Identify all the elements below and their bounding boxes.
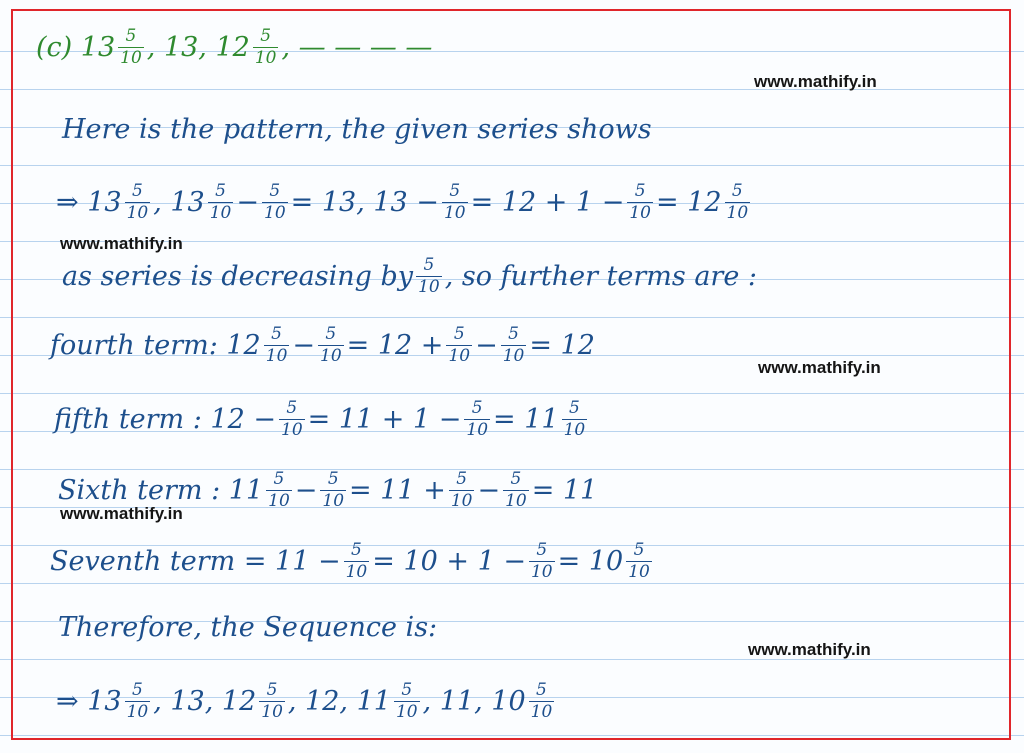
fraction (503, 468, 529, 511)
fraction-denominator: 10 (209, 202, 232, 223)
fraction-denominator: 10 (320, 345, 342, 366)
fraction (464, 397, 490, 440)
fraction-denominator: 10 (563, 419, 586, 440)
fraction-numerator: 5 (351, 539, 362, 560)
fraction (394, 679, 420, 722)
fraction (318, 323, 344, 366)
fraction-denominator: 10 (345, 561, 368, 582)
text-segment: = 11 + (349, 474, 446, 506)
fraction (320, 468, 346, 511)
fraction (253, 25, 279, 68)
text-segment: = 12 + 1 − (470, 186, 625, 218)
text-segment: Therefore, the Sequence is: (58, 611, 438, 643)
fraction-numerator: 5 (449, 180, 461, 201)
line-problem (36, 22, 432, 72)
fraction-numerator: 5 (633, 539, 645, 560)
text-segment: , 13, 12 (146, 31, 250, 63)
fraction-numerator: 5 (325, 323, 337, 344)
fraction-denominator: 10 (505, 490, 527, 511)
fraction-denominator: 10 (265, 345, 288, 366)
fraction-numerator: 5 (731, 180, 743, 201)
fraction (627, 180, 653, 223)
fraction-denominator: 10 (628, 561, 650, 582)
fraction-denominator: 10 (418, 276, 440, 297)
text-segment: = 12 + (346, 329, 444, 361)
fraction (501, 323, 527, 366)
fraction-numerator: 5 (271, 323, 282, 344)
fraction (279, 397, 305, 440)
fraction-denominator: 10 (126, 701, 149, 722)
line-fourth (50, 320, 595, 370)
line-seventh (50, 536, 655, 586)
text-segment: = 11 + 1 − (307, 403, 462, 435)
watermark: www.mathify.in (60, 234, 183, 253)
fraction-numerator: 5 (401, 679, 413, 700)
text-segment: , 13, 12 (153, 685, 257, 717)
line-decreasing (62, 251, 757, 301)
fraction-numerator: 5 (269, 180, 281, 201)
fraction (264, 323, 290, 366)
fraction-numerator: 5 (131, 679, 143, 700)
line-fifth (54, 394, 590, 444)
text-segment: , 12, 11 (287, 685, 391, 717)
text-segment: = 11 (493, 403, 559, 435)
fraction (529, 679, 555, 722)
fraction (442, 180, 468, 223)
fraction-denominator: 10 (395, 701, 418, 722)
fraction-denominator: 10 (530, 701, 553, 722)
text-segment: ⇒ 13 (56, 685, 122, 717)
text-segment: Sixth term : 11 (58, 474, 264, 506)
fraction (446, 323, 472, 366)
fraction-denominator: 10 (254, 47, 277, 68)
text-segment: as series is decreasing by (62, 260, 414, 292)
fraction-denominator: 10 (502, 345, 525, 366)
fraction (416, 254, 442, 297)
fraction-numerator: 5 (125, 25, 137, 46)
fraction-denominator: 10 (281, 419, 303, 440)
line-pattern (56, 177, 753, 227)
fraction-numerator: 5 (273, 468, 285, 489)
fraction-denominator: 10 (261, 701, 283, 722)
text-segment: fourth term: 12 (50, 329, 261, 361)
text-segment: = 10 + 1 − (372, 545, 526, 577)
fraction-numerator: 5 (423, 254, 435, 275)
fraction (725, 180, 751, 223)
fraction-numerator: 5 (131, 180, 143, 201)
fraction-denominator: 10 (443, 202, 466, 223)
fraction (562, 397, 588, 440)
text-segment: = 12 (529, 329, 595, 361)
watermark: www.mathify.in (758, 358, 881, 377)
fraction-denominator: 10 (126, 202, 149, 223)
fraction (125, 180, 151, 223)
text-segment: = 11 (531, 474, 598, 506)
line-intro (62, 104, 652, 154)
text-segment: − (294, 474, 318, 506)
text-segment: − (477, 474, 501, 506)
text-segment: ⇒ 13 (56, 186, 122, 218)
fraction-numerator: 5 (327, 468, 339, 489)
text-segment: − (475, 329, 498, 361)
fraction-denominator: 10 (466, 419, 489, 440)
fraction-denominator: 10 (530, 561, 553, 582)
fraction-numerator: 5 (215, 180, 226, 201)
fraction-denominator: 10 (322, 490, 345, 511)
fraction-denominator: 10 (450, 490, 473, 511)
fraction-numerator: 5 (260, 25, 272, 46)
text-segment: = 13, 13 − (290, 186, 439, 218)
text-segment: Here is the pattern, the given series shows (62, 113, 652, 145)
fraction-denominator: 10 (629, 202, 651, 223)
text-segment: − (236, 186, 259, 218)
text-segment: , 11, 10 (422, 685, 526, 717)
watermark: www.mathify.in (60, 504, 183, 523)
fraction (262, 180, 288, 223)
fraction-numerator: 5 (536, 539, 548, 560)
fraction-denominator: 10 (726, 202, 749, 223)
fraction-denominator: 10 (120, 47, 142, 68)
fraction (344, 539, 370, 582)
fraction (208, 180, 234, 223)
fraction (118, 25, 144, 68)
fraction-numerator: 5 (286, 397, 298, 418)
fraction (259, 679, 285, 722)
text-segment: fifth term : 12 − (54, 403, 276, 435)
text-segment: , so further terms are : (444, 260, 757, 292)
fraction (449, 468, 475, 511)
text-segment: − (292, 329, 316, 361)
fraction-numerator: 5 (634, 180, 646, 201)
fraction (125, 679, 151, 722)
fraction-numerator: 5 (471, 397, 483, 418)
fraction (266, 468, 292, 511)
text-segment: Seventh term = 11 − (50, 545, 341, 577)
fraction-denominator: 10 (264, 202, 286, 223)
fraction-numerator: 5 (508, 323, 519, 344)
text-segment: , 13 (153, 186, 205, 218)
watermark: www.mathify.in (754, 72, 877, 91)
text-segment: = 12 (655, 186, 722, 218)
line-answer (56, 676, 557, 726)
text-segment: (c) 13 (36, 31, 116, 63)
fraction-numerator: 5 (568, 397, 580, 418)
text-segment: , — — — — (281, 31, 433, 63)
fraction-denominator: 10 (448, 345, 471, 366)
fraction (626, 539, 652, 582)
fraction (529, 539, 555, 582)
text-segment: = 10 (557, 545, 624, 577)
fraction-numerator: 5 (536, 679, 547, 700)
fraction-numerator: 5 (453, 323, 465, 344)
fraction-denominator: 10 (268, 490, 290, 511)
fraction-numerator: 5 (510, 468, 522, 489)
fraction-numerator: 5 (266, 679, 278, 700)
line-therefore (58, 602, 437, 652)
fraction-numerator: 5 (456, 468, 468, 489)
watermark: www.mathify.in (748, 640, 871, 659)
